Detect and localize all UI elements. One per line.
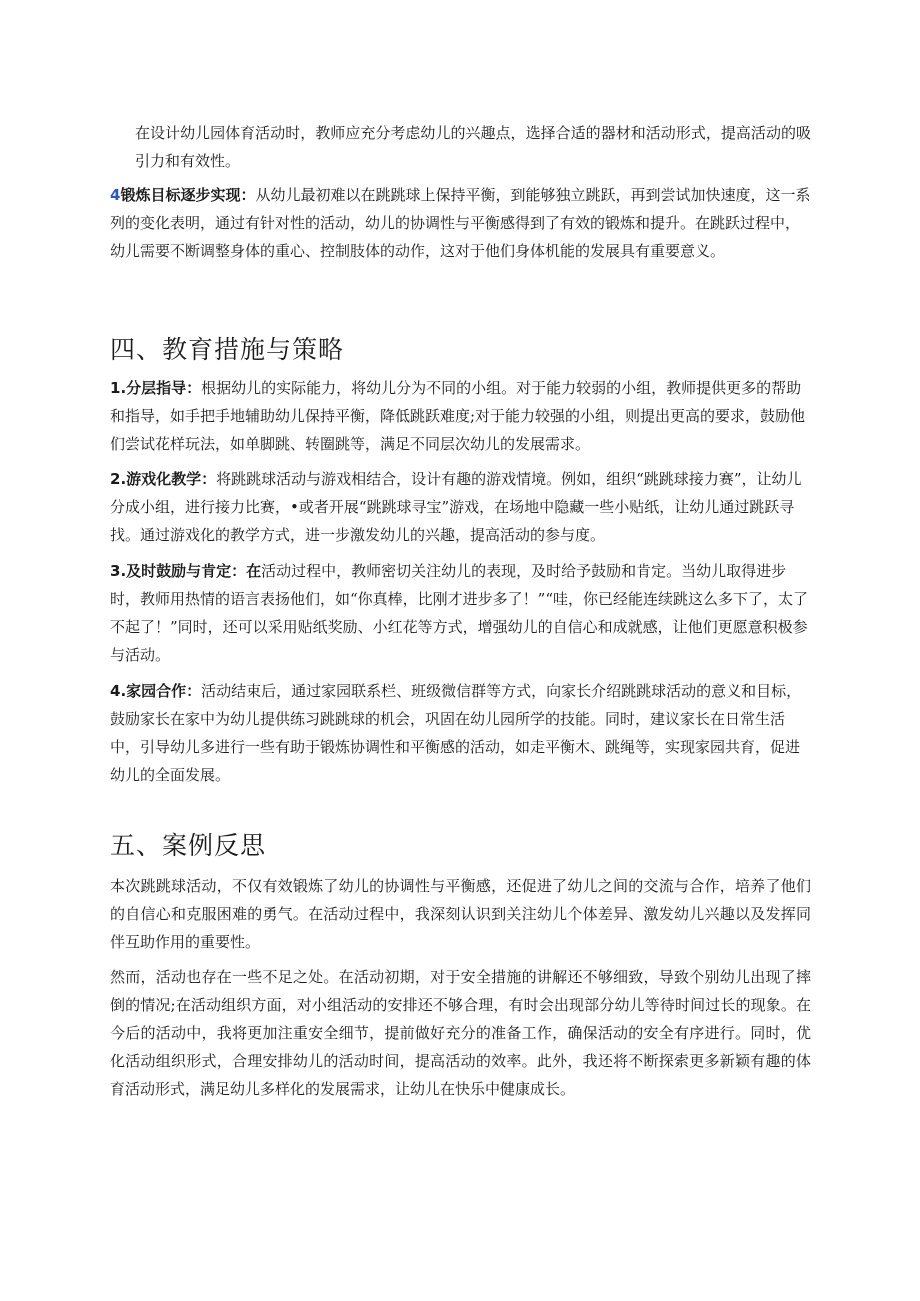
item-text: 根据幼儿的实际能力，将幼儿分为不同的小组。对于能力较弱的小组，教师提供更多的帮助和指导，如手把手地辅助幼儿保持平衡，降低跳跃难度;对于能力较强的小组，则提出更高的要求，鼓励他们尝试花样玩法，如单脚跳、转圈跳等，满足不同层次幼儿的发展需求。 bbox=[110, 379, 806, 453]
item-text: 将跳跳球活动与游戏相结合，设计有趣的游戏情境。例如，组织“跳跳球接力赛”，让幼儿分成小组，进行接力比赛，•或者开展“跳跳球寻宝”游戏，在场地中隐藏一些小贴纸，让幼儿通过跳跃寻找。通过游戏化的教学方式，进一步激发幼儿的兴趣，提高活动的参与度。 bbox=[110, 470, 802, 544]
item-label: .游戏化教学： bbox=[120, 470, 217, 488]
item-text: 从幼儿最初难以在跳跳球上保持平衡，到能够独立跳跃，再到尝试加快速度，这一系列的变化表明，通过有针对性的活动，幼儿的协调性与平衡感得到了有效的锻炼和提升。在跳跃过程中，幼儿需要不断调整身体的重心、控制肢体的动作，这对于他们身体机能的发展具有重要意义。 bbox=[110, 186, 811, 260]
section5-paragraph-2: 然而，活动也存在一些不足之处。在活动初期，对于安全措施的讲解还不够细致，导致个别幼儿出现了摔倒的情况;在活动组织方面，对小组活动的安排还不够合理，有时会出现部分幼儿等待时间过长的现象。在今后的活动中，我将更加注重安全细节，提前做好充分的准备工作，确保活动的安全有序进行。同时，优化活动组织形式，合理安排幼儿的活动时间，提高活动的效率。此外，我还将不断探索更多新颖有趣的体育活动形式，满足幼儿多样化的发展需求，让幼儿在快乐中健康成长。 bbox=[110, 968, 811, 1098]
item-label: .分层指导： bbox=[120, 379, 202, 397]
item-label: .家园合作： bbox=[120, 682, 202, 700]
list-item-section4-1 bbox=[110, 374, 811, 458]
item-number: 4 bbox=[110, 682, 121, 700]
list-item-section4-3 bbox=[110, 557, 811, 669]
section5-paragraph-1: 本次跳跳球活动，不仅有效锻炼了幼儿的协调性与平衡感，还促进了幼儿之间的交流与合作，培养了他们的自信心和克服困难的勇气。在活动过程中，我深刻认识到关注幼儿个体差异、激发幼儿兴趣以及发挥同伴互助作用的重要性。 bbox=[110, 877, 811, 951]
item-label: 锻炼目标逐步实现： bbox=[120, 186, 256, 204]
item-number: 3 bbox=[110, 562, 121, 580]
section5-title: 五、案例反思 bbox=[110, 831, 267, 860]
list-item-section3-4 bbox=[110, 181, 811, 265]
item-text: 活动过程中，教师密切关注幼儿的表现，及时给予鼓励和肯定。当幼儿取得进步时，教师用热情的语言表扬他们，如“你真棒，比刚才进步多了！”“哇，你已经能连续跳这么多下了，太了不起了！”同时，还可以采用贴纸奖励、小红花等方式，增强幼儿的自信心和成就感，让他们更愿意积极参与活动。 bbox=[110, 562, 809, 664]
item-label: .及时鼓励与肯定：在 bbox=[120, 562, 262, 580]
section4-title: 四、教育措施与策略 bbox=[110, 335, 345, 364]
list-item-section4-2 bbox=[110, 465, 811, 549]
item-number: 1 bbox=[110, 379, 121, 397]
item-number: 4 bbox=[110, 186, 121, 204]
section3-paragraph: 在设计幼儿园体育活动时，教师应充分考虑幼儿的兴趣点，选择合适的器材和活动形式，提高活动的吸引力和有效性。 bbox=[135, 124, 811, 170]
list-item-section4-4 bbox=[110, 677, 811, 789]
item-text: 活动结束后，通过家园联系栏、班级微信群等方式，向家长介绍跳跳球活动的意义和目标，鼓励家长在家中为幼儿提供练习跳跳球的机会，巩固在幼儿园所学的技能。同时，建议家长在日常生活中，引导幼儿多进行一些有助于锻炼协调性和平衡感的活动，如走平衡木、跳绳等，实现家园共育，促进幼儿的全面发展。 bbox=[110, 682, 802, 784]
item-number: 2 bbox=[110, 470, 121, 488]
